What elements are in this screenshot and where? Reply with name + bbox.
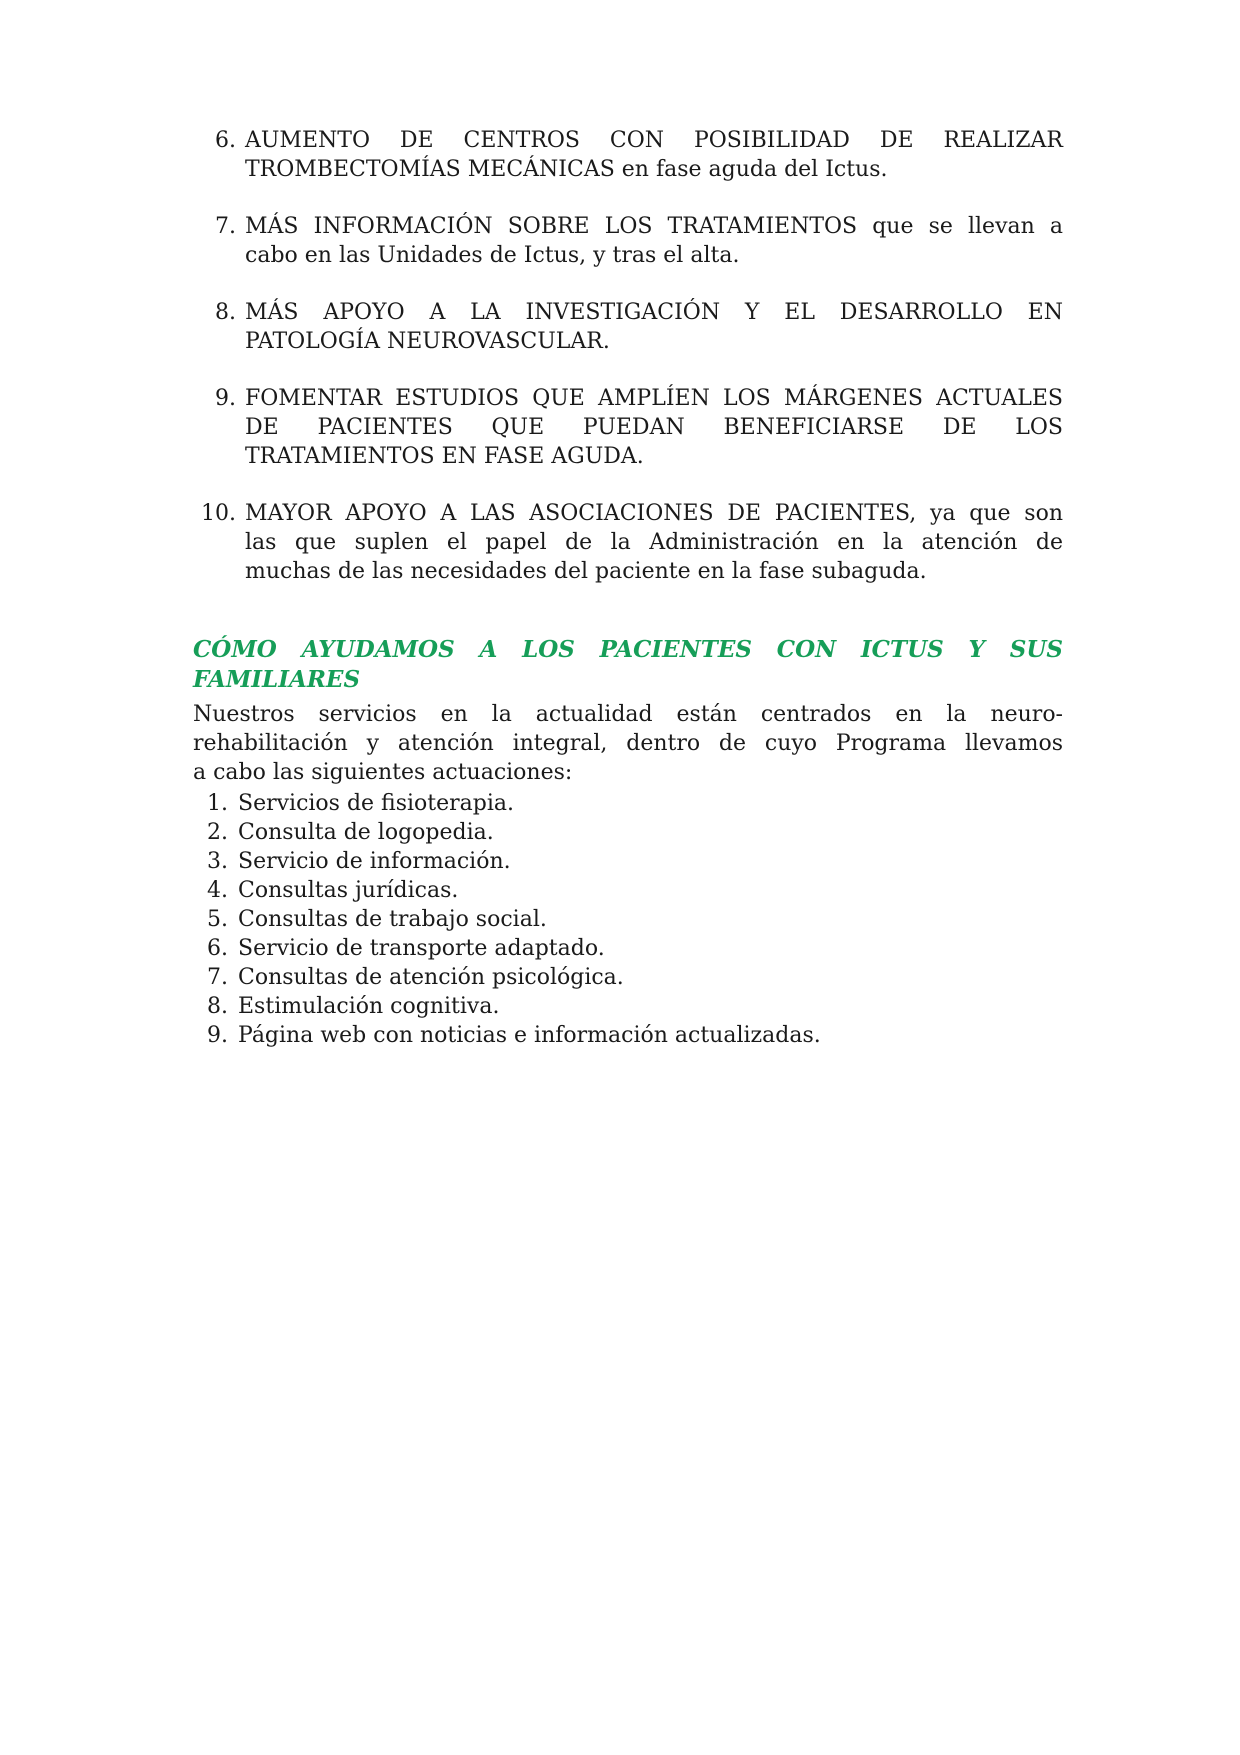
list-item [193,384,1063,471]
list-item-text: Consultas jurídicas. [238,878,459,903]
text-line: TROMBECTOMÍAS MECÁNICAS en fase aguda del Ictus. [245,157,888,182]
text-line: las que suplen el papel de la Administración en la atención de [245,530,1063,555]
list-item [193,212,1063,270]
list-item [193,298,1063,356]
list-item-text: Consultas de trabajo social. [238,907,547,932]
list-item [193,126,1063,184]
list-item-number: 9. [207,1023,228,1048]
list-item-number: 1. [207,791,228,816]
text-line: PATOLOGÍA NEUROVASCULAR. [245,329,610,354]
text-line: AUMENTO DE CENTROS CON POSIBILIDAD DE REALIZAR [245,128,1063,153]
list-item-text [245,384,1063,471]
list-item [193,905,1063,934]
text-line: Nuestros servicios en la actualidad están centrados en la neuro- [193,702,1063,727]
list-item [193,1021,1063,1050]
text-line: TRATAMIENTOS EN FASE AGUDA. [245,444,644,469]
list-item [193,992,1063,1021]
list-item [193,934,1063,963]
list-item-text [245,126,1063,184]
list-item-number: 8. [207,994,228,1019]
list-item [193,963,1063,992]
heading-line: CÓMO AYUDAMOS A LOS PACIENTES CON ICTUS Y SUS [193,636,1063,663]
list-item [193,847,1063,876]
text-line: rehabilitación y atención integral, dentro de cuyo Programa llevamos [193,731,1063,756]
list-item [193,876,1063,905]
list-item-text [245,298,1063,356]
text-line: MAYOR APOYO A LAS ASOCIACIONES DE PACIENTES, ya que son [245,501,1063,526]
list-item-text: Página web con noticias e información actualizadas. [238,1023,821,1048]
text-line: cabo en las Unidades de Ictus, y tras el alta. [245,243,740,268]
heading-line: FAMILIARES [193,666,361,693]
list-item-number: 7. [207,965,228,990]
list-item-number: 4. [207,878,228,903]
list-item-number: 3. [207,849,228,874]
list-item-number: 6. [207,936,228,961]
list-item [193,499,1063,586]
text-line: a cabo las siguientes actuaciones: [193,760,573,785]
list-item-number: 8. [215,300,236,325]
services-list [193,789,1063,1050]
list-item-number: 5. [207,907,228,932]
list-item-text: Consultas de atención psicológica. [238,965,624,990]
intro-paragraph [193,700,1063,787]
list-item [193,789,1063,818]
list-item-number: 9. [215,386,236,411]
text-line: FOMENTAR ESTUDIOS QUE AMPLÍEN LOS MÁRGENES ACTUALES [245,386,1063,411]
text-line: DE PACIENTES QUE PUEDAN BENEFICIARSE DE LOS [245,415,1063,440]
list-item-text: Estimulación cognitiva. [238,994,500,1019]
list-item-text: Consulta de logopedia. [238,820,494,845]
demands-list [193,126,1063,586]
list-item-text: Servicios de fisioterapia. [238,791,515,816]
text-line: MÁS INFORMACIÓN SOBRE LOS TRATAMIENTOS que se llevan a [245,214,1063,239]
section-heading [193,635,1063,695]
list-item-text [245,499,1063,586]
text-line: MÁS APOYO A LA INVESTIGACIÓN Y EL DESARROLLO EN [245,300,1063,325]
list-item-text: Servicio de información. [238,849,511,874]
list-item-number: 10. [201,501,236,526]
list-item-number: 7. [215,214,236,239]
list-item-number: 6. [215,128,236,153]
list-item-number: 2. [207,820,228,845]
list-item-text [245,212,1063,270]
list-item [193,818,1063,847]
text-line: muchas de las necesidades del paciente en la fase subaguda. [245,559,927,584]
page-content [193,126,1063,1050]
list-item-text: Servicio de transporte adaptado. [238,936,605,961]
